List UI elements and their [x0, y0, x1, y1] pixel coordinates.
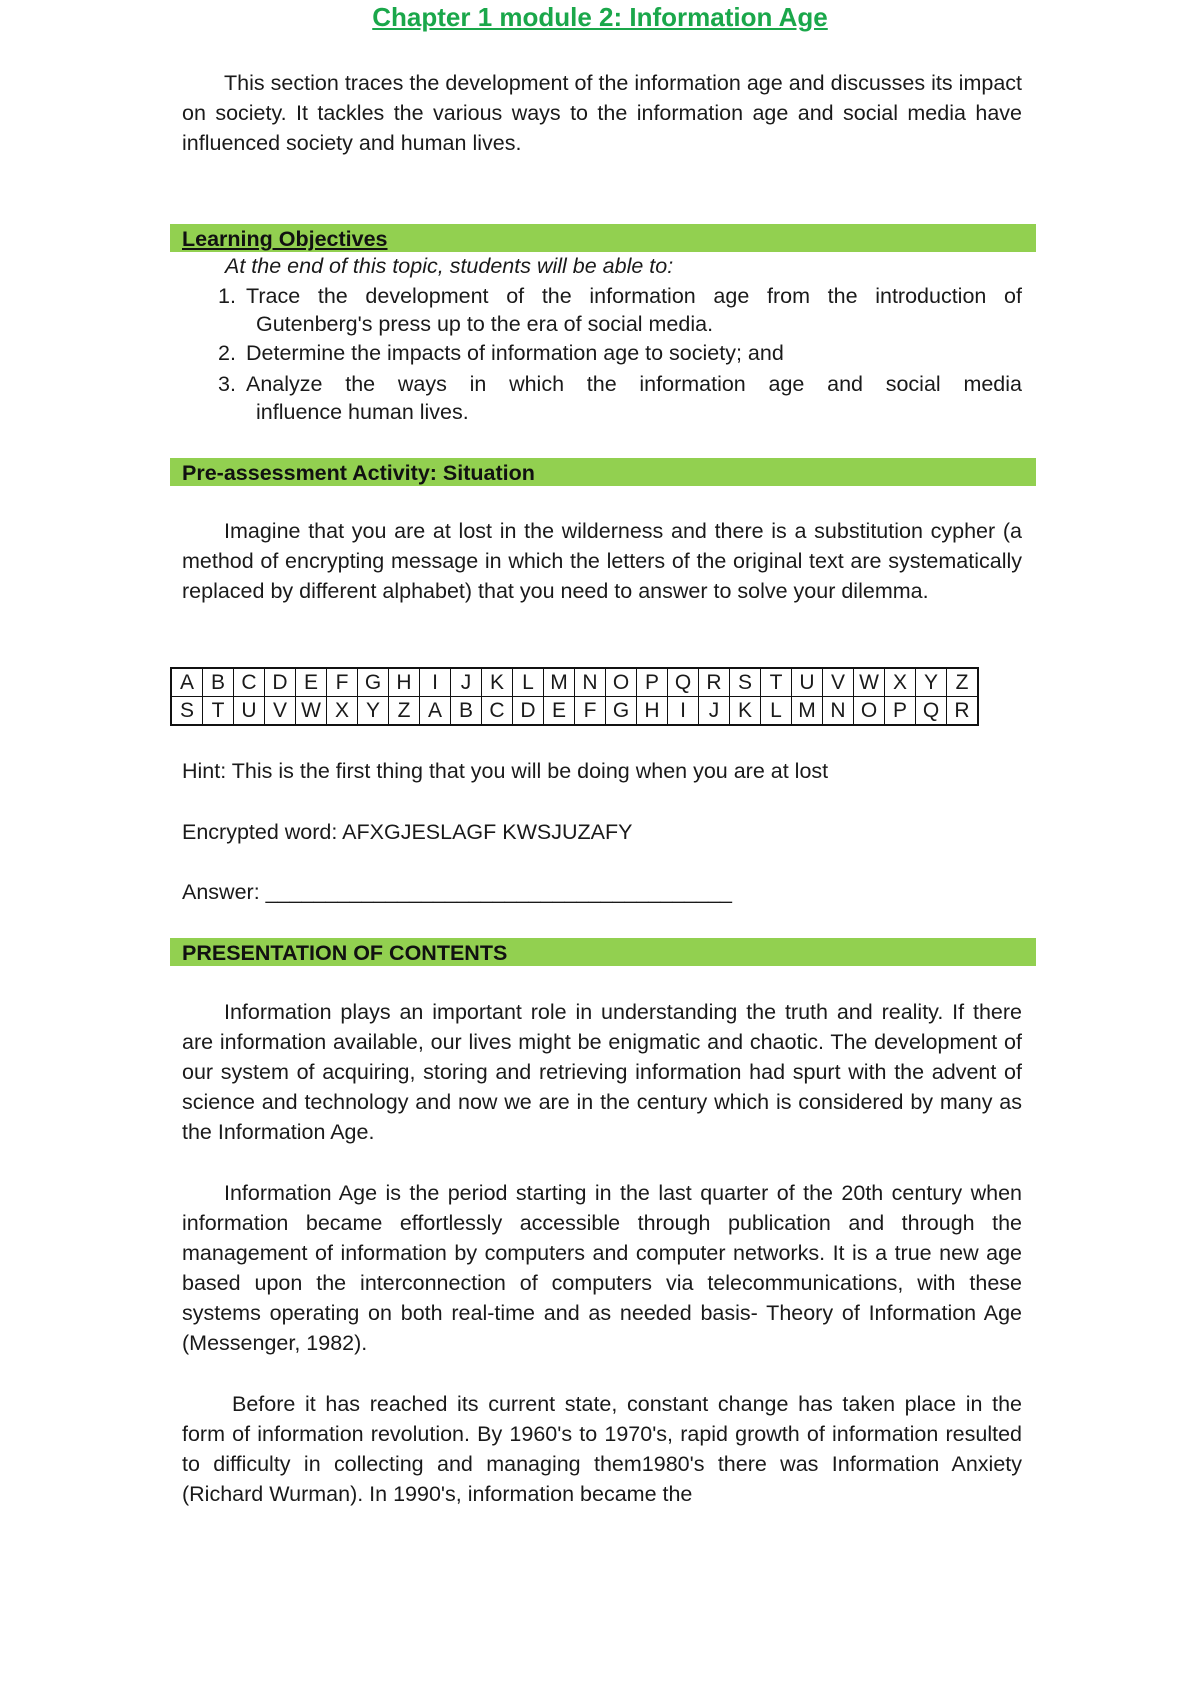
cipher-cell: H: [637, 697, 668, 726]
cipher-cell: V: [265, 697, 296, 726]
objective-number: 2.: [218, 341, 236, 365]
cipher-cell: D: [265, 668, 296, 697]
presentation-paragraph-text: Information plays an important role in understanding the truth and reality. If there are information available, our lives might be enigmatic and chaotic. The development of our system of acquiring, storing and retrieving information had spurt with the advent of science and technology and now we are in the century which is considered by many as the Information Age.: [182, 1000, 1022, 1144]
cipher-cell: E: [544, 697, 575, 726]
presentation-header: [170, 938, 1036, 966]
cipher-cell: O: [606, 668, 637, 697]
cipher-cell: L: [761, 697, 792, 726]
cipher-cell: F: [327, 668, 358, 697]
cipher-cell: K: [730, 697, 761, 726]
pre-assessment-heading: Pre-assessment Activity: Situation: [182, 461, 535, 485]
presentation-heading: PRESENTATION OF CONTENTS: [182, 941, 508, 965]
cipher-cell: X: [327, 697, 358, 726]
cipher-cell: Y: [916, 668, 947, 697]
objective-line: Gutenberg's press up to the era of social media.: [256, 312, 714, 336]
cipher-plain-row: [171, 668, 978, 697]
cipher-cell: D: [513, 697, 544, 726]
presentation-paragraph-1: [182, 997, 1022, 1147]
encrypted-word: AFXGJESLAGF KWSJUZAFY: [342, 820, 633, 844]
intro-paragraph-text: This section traces the development of the information age and discusses its impact on society. It tackles the various ways to the information age and social media have influenced society and human lives.: [182, 71, 1022, 155]
cipher-cell: N: [823, 697, 854, 726]
cipher-cell: U: [234, 697, 265, 726]
cipher-cell: U: [792, 668, 823, 697]
cipher-cell: Q: [916, 697, 947, 726]
objectives-intro: At the end of this topic, students will be able to:: [225, 254, 674, 278]
objective-line: influence human lives.: [256, 400, 469, 424]
answer-label: Answer:: [182, 880, 260, 904]
objective-line: Analyze the ways in which the information age and social media: [246, 372, 1022, 396]
objective-number: 3.: [218, 372, 236, 396]
objective-item-3: [218, 370, 1022, 426]
cipher-cell: I: [420, 668, 451, 697]
cipher-cell: S: [171, 697, 203, 726]
page-title: Chapter 1 module 2: Information Age: [372, 2, 828, 32]
cipher-cell: B: [451, 697, 482, 726]
cipher-cell: A: [420, 697, 451, 726]
cipher-cell: F: [575, 697, 606, 726]
cipher-cell: G: [606, 697, 637, 726]
answer-blank: _______________________________________: [265, 880, 732, 904]
cipher-cell: O: [854, 697, 885, 726]
cipher-cell: I: [668, 697, 699, 726]
objective-item-2: [218, 339, 1022, 367]
intro-paragraph: [182, 68, 1022, 158]
cipher-cell: W: [854, 668, 885, 697]
presentation-paragraph-text: Information Age is the period starting in the last quarter of the 20th century when information became effortlessly accessible through publication and through the management of information by computers and computer networks. It is a true new age based upon the interconnection of computers via telecommunications, with these systems operating on both real-time and as needed basis- Theory of Information Age (Messenger, 1982).: [182, 1181, 1022, 1355]
cipher-cell: V: [823, 668, 854, 697]
cipher-cell: Y: [358, 697, 389, 726]
cipher-cell: T: [203, 697, 234, 726]
cipher-cell: A: [171, 668, 203, 697]
cipher-cell: Z: [389, 697, 420, 726]
cipher-cell: M: [544, 668, 575, 697]
cipher-cell: R: [699, 668, 730, 697]
presentation-paragraph-text: Before it has reached its current state, constant change has taken place in the form of information revolution. By 1960's to 1970's, rapid growth of information resulted to difficulty in collecting and managing them1980's there was Information Anxiety (Richard Wurman). In 1990's, information became the: [182, 1392, 1022, 1506]
objective-item-1: [218, 282, 1022, 338]
pre-assessment-text: Imagine that you are at lost in the wilderness and there is a substitution cypher (a method of encrypting message in which the letters of the original text are systematically replaced by different alphabet) that you need to answer to solve your dilemma.: [182, 519, 1022, 603]
objective-line: Trace the development of the information age from the introduction of: [246, 284, 1022, 308]
answer-line: [182, 877, 732, 907]
objective-number: 1.: [218, 284, 236, 308]
cipher-cell: E: [296, 668, 327, 697]
cipher-cell: J: [699, 697, 730, 726]
learning-objectives-header: [170, 224, 1036, 252]
cipher-coded-row: [171, 697, 978, 726]
cipher-cell: Q: [668, 668, 699, 697]
hint-text: Hint: This is the first thing that you will be doing when you are at lost: [182, 759, 829, 783]
cipher-cell: J: [451, 668, 482, 697]
presentation-paragraph-2: [182, 1178, 1022, 1358]
pre-assessment-header: [170, 458, 1036, 486]
cipher-cell: T: [761, 668, 792, 697]
cipher-cell: G: [358, 668, 389, 697]
encrypted-label: Encrypted word:: [182, 820, 338, 844]
cipher-cell: S: [730, 668, 761, 697]
presentation-paragraph-3: [182, 1389, 1022, 1509]
encrypted-word-line: [182, 817, 632, 847]
cipher-cell: R: [947, 697, 979, 726]
cipher-cell: Z: [947, 668, 979, 697]
cipher-cell: C: [482, 697, 513, 726]
cipher-table: [170, 667, 979, 726]
cipher-cell: P: [637, 668, 668, 697]
cipher-cell: P: [885, 697, 916, 726]
cipher-cell: X: [885, 668, 916, 697]
cipher-cell: N: [575, 668, 606, 697]
cipher-cell: W: [296, 697, 327, 726]
pre-assessment-paragraph: [182, 516, 1022, 606]
cipher-cell: B: [203, 668, 234, 697]
cipher-cell: K: [482, 668, 513, 697]
cipher-cell: H: [389, 668, 420, 697]
objective-line: Determine the impacts of information age to society; and: [246, 341, 784, 365]
cipher-cell: M: [792, 697, 823, 726]
cipher-cell: C: [234, 668, 265, 697]
cipher-cell: L: [513, 668, 544, 697]
learning-objectives-heading: Learning Objectives: [182, 227, 388, 251]
